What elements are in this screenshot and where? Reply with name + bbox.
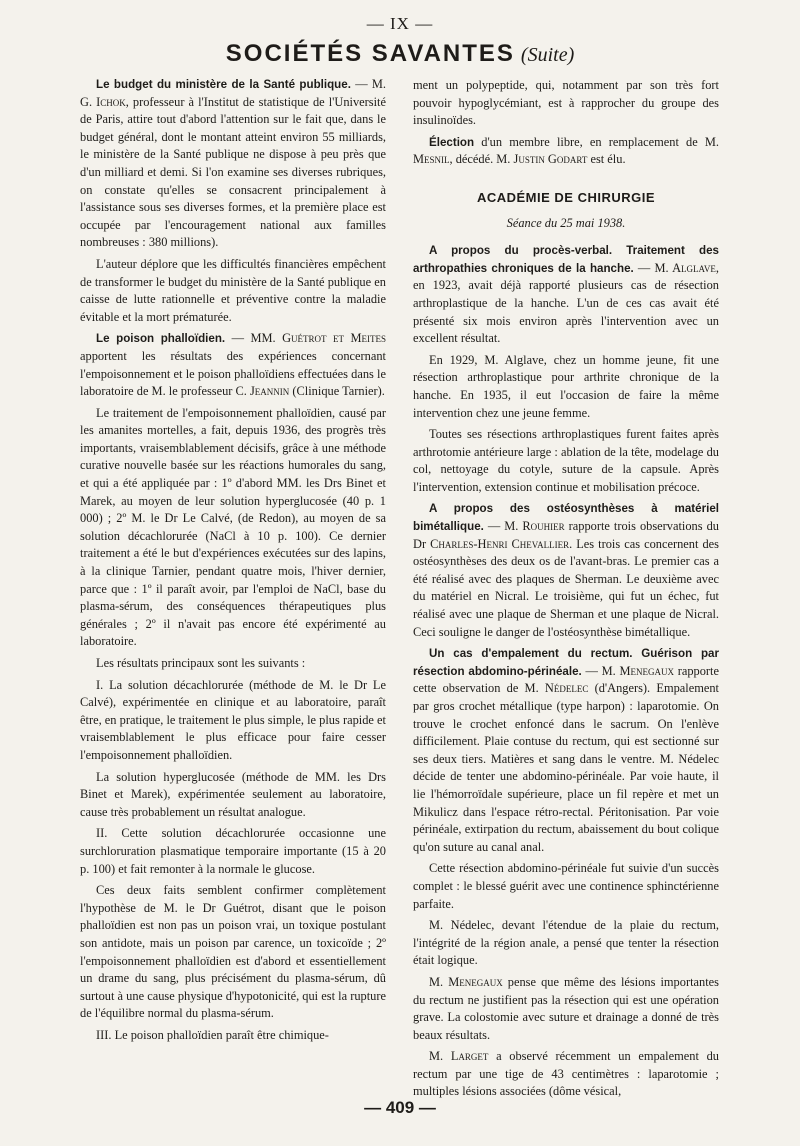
heading-election: Élection xyxy=(429,135,475,149)
right-column xyxy=(413,77,719,1105)
paragraph: M. Menegaux pense que même des lésions importantes du rectum ne justifient pas la résection qui est une opération grave. La colostomie avec suture et drainage a donné de très beaux résultats. xyxy=(413,974,719,1042)
article-osteosyntheses: A propos des ostéosynthèses à matériel bimétallique. — M. Rouhier rapporte trois observations du Dr Charles-Henri Chevallier. Les trois cas concernent des ostéosynthèses des deux os de l'avant-bras. Le premier cas a été réalisé avec des plaques de Sherman. Le deuxième avec du matériel en Nicral. Le troisième, qui fut un échec, fut réalisé avec une plaque de Sherman et une plaque de Nicral. Ceci souligne le danger de l'ostéosynthèse bimétallique. xyxy=(413,502,719,639)
session-date: Séance du 25 mai 1938. xyxy=(506,215,626,230)
paragraph: Ces deux faits semblent confirmer complètement l'hypothèse de M. le Dr Guétrot, disant que le poison phalloïdien est non pas un poison vrai, un toxique postulant son antidote, mais un poison par carence, un toxicoïde ; 2º l'empoisonnement phalloïdien est d'abord et essentiellement un drame du sang, plus précisément du plasma-sérum, dû surtout à une cause physique d'hypotonicité, qui est la rupture de l'équilibre normal du plasma-sérum. xyxy=(80,883,386,1021)
heading-arthropathies: A propos du procès-verbal. Traitement des arthropathies chroniques de la hanche. xyxy=(413,244,719,275)
paragraph: II. Cette solution décachlorurée occasionne une surchloruration plasmatique temporaire importante (15 à 20 p. 100) et fait remonter à la normale le glucose. xyxy=(80,826,386,876)
article-budget: Le budget du ministère de la Santé publique. — M. G. Ichok, professeur à l'Institut de statistique de l'Université de Paris, attire tout d'abord l'attention sur le fait que, dans le budget général, dont le montant atteint environ 55 milliards, le ministère de la Santé publique ne dispose à peu près que d'un milliard et demi. Si l'on examine ses diverses rubriques, on constate qu'elles se consacrent principalement à l'assistance sous ses diverses formes, et la première place est occupée par l'encouragement national aux familles nombreuses : 380 millions). xyxy=(80,77,386,250)
paragraph: I. La solution décachlorurée (méthode de M. le Dr Le Calvé), expérimentée en clinique et au laboratoire, paraît être, en pratique, le traitement le plus simple, le plus rapide et vraisemblablement le plus efficace pour faire cesser l'empoisonnement phalloïdien. xyxy=(80,677,386,762)
paragraph: Le traitement de l'empoisonnement phalloïdien, causé par les amanites mortelles, a fait, depuis 1936, des progrès très importants, vraisemblablement décisifs, grâce à une méthode curative nouvelle basée sur les réactions humorales du sang, et qui a été appliquée par : 1º d'abord MM. les Drs Binet et Marek, au moyen de leur solution hyperglucosée (40 p. 1 000) ; 2º M. le Dr Le Calvé, (de Redon), au moyen de sa solution décachlorurée (NaCl à 10 p. 100). Ce dernier traitement a été le but d'expériences exécutées sur des lapins, à la clinique Tarnier, pendant quatre mois, l'hiver dernier, parce que : 1º il paraît avoir, par l'emploi de NaCl, base du plasma-sérum, des conséquences thérapeutiques plus générales ; 2º il n'avait pas encore été expérimenté au laboratoire. xyxy=(80,405,386,649)
header-suite: (Suite) xyxy=(520,44,575,66)
paragraph: III. Le poison phalloïdien paraît être chimique- xyxy=(96,1027,329,1042)
authors-guetrot-meites: MM. Guétrot et Meites xyxy=(250,331,386,346)
author-ichok: M. G. Ichok xyxy=(80,77,386,109)
paragraph: M. Larget a observé récemment un empalement du rectum par une tige de 43 centimètres : laparotomie ; multiples lésions associées (dôme vésical, xyxy=(413,1049,719,1099)
roman-page-number: — IX — xyxy=(366,14,434,33)
heading-empalement: Un cas d'empalement du rectum. Guérison par résection abdomino-périnéale. xyxy=(413,647,719,678)
heading-poison: Le poison phalloïdien. xyxy=(96,332,226,346)
paragraph: ment un polypeptide, qui, notamment par son très fort pouvoir hypoglycémiant, est à rapprocher du groupe des insulinoïdes. xyxy=(413,78,719,128)
article-poison: Le poison phalloïdien. — MM. Guétrot et Meites apportent les résultats des expériences concernant l'empoisonnement et le poison phalloïdiens effectuées dans le laboratoire de M. le professeur C. Jeannin (Clinique Tarnier). xyxy=(80,331,386,399)
left-column xyxy=(80,76,386,1048)
page-header xyxy=(0,40,800,68)
page-number: — 409 — xyxy=(364,1098,436,1117)
article-empalement: Un cas d'empalement du rectum. Guérison par résection abdomino-périnéale. — M. Menegaux rapporte cette observation de M. Nédelec (d'Angers). Empalement par gros crochet métallique (type harpon) : laparotomie. On trouve le crochet enfoncé dans le sacrum. On l'enlève difficilement. Plaie contuse du rectum, qui est sectionné sur ses deux tiers. Matières et sang dans le ventre. M. Nédelec décide de tenter une abdomino-périnéale. Par voie haute, il lie l'hémorroïdale supérieure, place un fil repère et met un Mikulicz dans l'espace rétro-rectal. Péritonisation. Par voie périnéale, extirpation du rectum, abaissement du bout colique qu'on suture au canal anal. xyxy=(413,647,719,854)
paragraph: M. Nédelec, devant l'étendue de la plaie du rectum, l'intégrité de la région anale, a pensé que tenter la résection était logique. xyxy=(413,918,719,968)
paragraph: En 1929, M. Alglave, chez un homme jeune, fit une résection arthroplastique pour arthrite chronique de la hanche. En 1935, il eut l'occasion de faire la même intervention chez une jeune femme. xyxy=(413,352,719,420)
section-title: ACADÉMIE DE CHIRURGIE xyxy=(476,189,656,205)
paragraph: Toutes ses résections arthroplastiques furent faites après arthrotomie antérieure large : ablation de la tête, modelage du col, nettoyage du cotyle, suture de la capsule. Après l'intervention, extension continue et mobilisation précoce. xyxy=(413,427,719,494)
heading-osteosyntheses: A propos des ostéosynthèses à matériel bimétallique. xyxy=(413,502,719,534)
article-election: Élection d'un membre libre, en remplacement de M. Mesnil, décédé. M. Justin Godart est élu. xyxy=(413,134,719,167)
paragraph: Cette résection abdomino-périnéale fut suivie d'un succès complet : le blessé guérit avec une continence sphinctérienne parfaite. xyxy=(413,861,719,911)
paragraph: L'auteur déplore que les difficultés financières empêchent de transformer le budget du ministère de la Santé publique en caisse de lutte rationnelle et préventive contre la maladie évitable et la mort prématurée. xyxy=(80,256,386,324)
article-arthropathies: A propos du procès-verbal. Traitement des arthropathies chroniques de la hanche. — M. Alglave, en 1923, avait déjà rapporté plusieurs cas de résection arthroplastique de la hanche. L'un de ces cas avait été présenté six mois environ après l'intervention avec un excellent résultat. xyxy=(413,244,719,346)
paragraph: Les résultats principaux sont les suivants : xyxy=(96,656,306,670)
heading-budget: Le budget du ministère de la Santé publique. xyxy=(96,78,351,91)
header-title: SOCIÉTÉS SAVANTES xyxy=(225,40,515,67)
paragraph: La solution hyperglucosée (méthode de MM. les Drs Binet et Marek), expérimentée seulement au laboratoire, cause très probablement un résultat analogue. xyxy=(80,769,386,819)
